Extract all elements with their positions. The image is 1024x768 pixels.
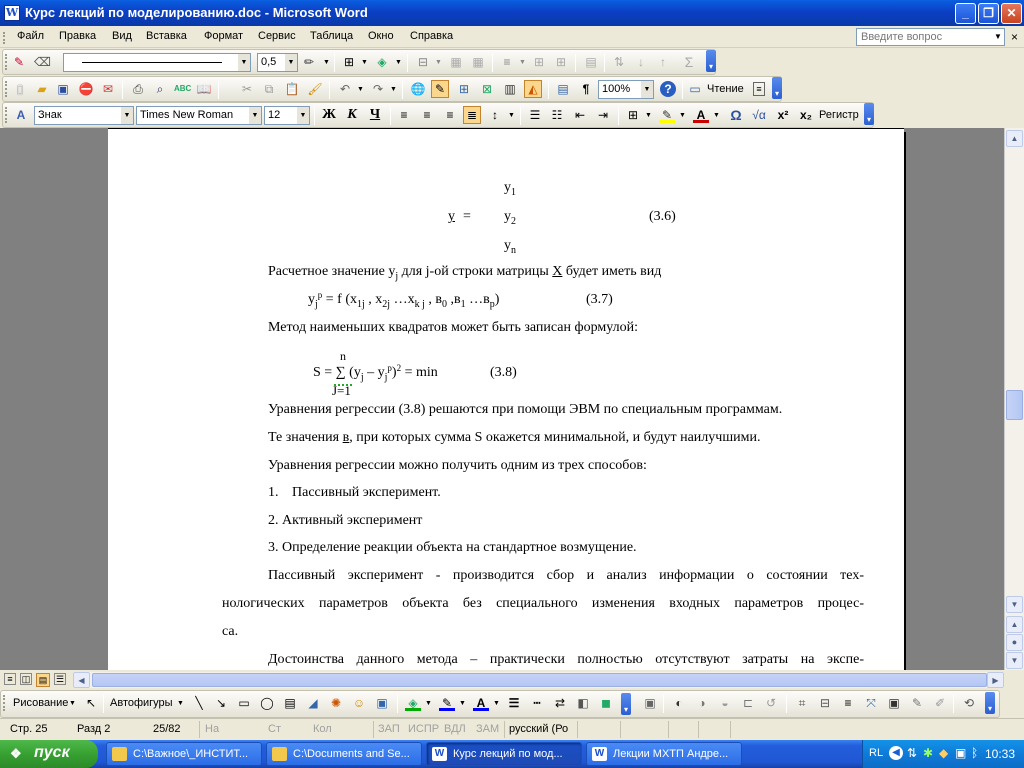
zoom-value: 100%	[602, 83, 631, 95]
align-right-icon[interactable]: ≡	[446, 108, 454, 122]
paragraph-passive-line1: Пассивный эксперимент - производится сбор и анализ информации о состоянии тех-	[268, 568, 864, 583]
tables-borders-icon[interactable]: ✎	[431, 80, 449, 98]
menu-window[interactable]: Окно	[368, 30, 394, 42]
help-icon[interactable]: ?	[660, 81, 676, 97]
outline-view-icon[interactable]: ☰	[55, 674, 65, 684]
menu-view[interactable]: Вид	[112, 30, 132, 42]
status-track-changes[interactable]: ИСПР	[408, 723, 440, 735]
network-icon[interactable]: ⇅	[907, 746, 918, 760]
font-color-icon[interactable]: A	[473, 695, 489, 711]
font-value: Times New Roman	[140, 109, 234, 121]
diagram-icon[interactable]: ✺	[330, 696, 342, 710]
normal-view-icon[interactable]: ≡	[4, 673, 16, 685]
new-document-icon[interactable]: ▯	[16, 82, 24, 96]
separator	[604, 54, 605, 72]
text-wrapping-icon[interactable]: ▣	[888, 696, 900, 710]
paragraph-three-methods: Уравнения регрессии можно получить одним из трех способов:	[268, 458, 647, 473]
status-line: Ст	[268, 723, 281, 735]
picture-lines-icon[interactable]: ⊟	[819, 696, 831, 710]
scroll-down-button[interactable]: ▼	[1006, 596, 1023, 613]
line-style-preview	[82, 62, 222, 63]
restore-button[interactable]: ❐	[978, 3, 999, 24]
insert-table-icon[interactable]: ⊟	[417, 55, 429, 69]
chevron-down-icon[interactable]: ▼	[994, 32, 1002, 41]
bluetooth-icon[interactable]: ᛒ	[971, 746, 979, 760]
paragraph-computed-value: Расчетное значение $y_j$ для j-ой строки матрицы X будет иметь вид	[268, 264, 662, 282]
border-color-icon[interactable]: ✏	[303, 55, 315, 69]
print-layout-icon[interactable]: ▤	[36, 673, 50, 687]
compress-picture-icon[interactable]: ⤧	[866, 696, 876, 710]
chevron-down-icon[interactable]: ▼	[508, 112, 515, 119]
separator	[407, 54, 408, 72]
open-icon[interactable]: ▰	[37, 82, 47, 96]
dash-style-icon[interactable]: ┅	[533, 696, 541, 710]
formula-3-8-lower: J=1	[332, 383, 351, 398]
status-divider	[199, 721, 200, 738]
menu-format[interactable]: Формат	[204, 30, 244, 42]
hscroll-thumb[interactable]	[92, 673, 987, 687]
chevron-down-icon[interactable]: ▼	[395, 59, 402, 66]
paste-icon[interactable]: 📋	[284, 82, 300, 96]
separator	[492, 54, 493, 72]
task-label: Лекции МХТП Андре...	[613, 748, 729, 760]
formula-3-6-yn: $y_n$	[504, 238, 516, 256]
chevron-down-icon[interactable]: ▼	[679, 112, 686, 119]
status-divider	[668, 721, 669, 738]
separator	[520, 107, 521, 125]
crop-tool-icon[interactable]: ⌗	[798, 696, 806, 710]
page-shadow	[904, 132, 906, 670]
text-box-icon[interactable]: ▤	[284, 696, 296, 710]
scroll-right-button[interactable]: ▶	[987, 672, 1004, 688]
scroll-left-button[interactable]: ◀	[73, 672, 90, 688]
separator	[786, 695, 787, 713]
drawing-toolbar	[0, 690, 1000, 718]
chevron-down-icon[interactable]: ▼	[121, 107, 133, 124]
insert-table-icon[interactable]: ⊞	[458, 82, 470, 96]
document-page[interactable]	[108, 131, 904, 670]
close-button[interactable]: ✕	[1001, 3, 1022, 24]
status-column: Кол	[313, 723, 332, 735]
zoom-select[interactable]	[598, 80, 654, 99]
menu-insert[interactable]: Вставка	[146, 30, 187, 42]
format-object-icon[interactable]: ✎	[911, 696, 923, 710]
outside-border-icon[interactable]: ⊞	[627, 108, 639, 122]
chevron-down-icon[interactable]: ▼	[641, 81, 653, 98]
chevron-down-icon[interactable]: ▼	[425, 700, 432, 707]
minimize-button[interactable]: _	[955, 3, 976, 24]
distribute-rows-icon: ⊞	[533, 55, 545, 69]
previous-page-button[interactable]: ▲	[1006, 616, 1023, 633]
list-item-response: 3. Определение реакции объекта на стандартное возмущение.	[268, 540, 637, 555]
separator	[314, 107, 315, 125]
chevron-down-icon[interactable]: ▼	[285, 54, 297, 71]
chevron-down-icon[interactable]: ▼	[357, 86, 364, 93]
language-indicator[interactable]: RL	[869, 747, 884, 759]
text-direction-icon: ⇅	[613, 55, 625, 69]
bullets-icon[interactable]: ☷	[551, 108, 563, 122]
fill-color-icon[interactable]: ◈	[405, 695, 421, 711]
separator	[397, 695, 398, 713]
formatting-toolbar	[2, 102, 874, 128]
display-icon[interactable]: ▣	[955, 746, 967, 760]
show-formatting-icon[interactable]: ¶	[582, 82, 590, 96]
status-divider	[698, 721, 699, 738]
research-icon[interactable]: 📖	[196, 82, 212, 96]
paragraph-passive-line3: са.	[222, 624, 239, 639]
doc-close-icon[interactable]: ×	[1011, 30, 1019, 44]
formula-3-6-number: (3.6)	[649, 209, 676, 224]
formula-3-6-y1: $y_1$	[504, 180, 516, 198]
taskbar-item-word-course[interactable]	[426, 742, 582, 766]
separator	[329, 81, 330, 99]
paragraph-passive-line2: нологических параметров объекта без специального изменения входных параметров процес-	[222, 596, 864, 611]
ask-question-placeholder: Введите вопрос	[861, 31, 943, 43]
copy-icon[interactable]: ⧉	[264, 82, 274, 96]
task-label: C:\Documents and Se...	[293, 748, 410, 760]
back-arrow-icon[interactable]: ◀	[889, 746, 903, 760]
separator	[682, 81, 683, 99]
list-item-passive-number: 1.	[268, 485, 279, 500]
separator	[575, 54, 576, 72]
status-language: русский (Ро	[509, 723, 569, 735]
toolbar-options-icon[interactable]: ▾	[772, 77, 782, 99]
borders-icon[interactable]: ⊞	[343, 55, 355, 69]
scroll-up-button[interactable]: ▲	[1006, 130, 1023, 147]
browse-object-button[interactable]: ●	[1006, 634, 1023, 651]
chevron-down-icon[interactable]: ▼	[69, 700, 76, 707]
document-map-icon[interactable]: ▤	[557, 82, 569, 96]
toolbar-grip[interactable]	[3, 695, 6, 711]
hyperlink-icon[interactable]: 🌐	[410, 82, 426, 96]
menu-help[interactable]: Справка	[410, 30, 454, 42]
separator	[953, 695, 954, 713]
reset-picture-icon[interactable]: ⟲	[963, 696, 975, 710]
chevron-down-icon[interactable]: ▼	[361, 59, 368, 66]
arrow-style-icon[interactable]: ⇄	[554, 696, 566, 710]
style-select[interactable]	[34, 106, 134, 125]
select-objects-icon[interactable]: ↖	[85, 696, 97, 710]
scroll-thumb[interactable]	[1006, 390, 1023, 420]
status-divider	[620, 721, 621, 738]
separator	[334, 54, 335, 72]
3d-style-icon[interactable]: ◼	[601, 696, 611, 710]
read-icon[interactable]: ▭	[689, 82, 701, 96]
status-pages: 25/82	[153, 723, 181, 735]
redo-icon[interactable]: ↷	[372, 82, 384, 96]
line-spacing-icon[interactable]: ↕	[492, 108, 498, 122]
task-label: Курс лекций по мод...	[453, 748, 563, 760]
separator	[390, 107, 391, 125]
sort-descending-icon: ↑	[660, 55, 666, 69]
font-select[interactable]	[136, 106, 262, 125]
line-weight-value: 0,5	[261, 56, 277, 68]
list-item-active: 2. Активный эксперимент	[268, 513, 423, 528]
symbol-icon[interactable]: Ω	[730, 107, 742, 123]
menu-grip	[3, 32, 6, 44]
paragraph-best-values: Те значения в, при которых сумма S окажется минимальной, и будут наилучшими.	[268, 430, 761, 445]
chevron-down-icon[interactable]: ▼	[177, 700, 184, 707]
task-label: C:\Важное\_ИНСТИТ...	[133, 748, 249, 760]
paragraph-regression-equations: Уравнения регрессии (3.8) решаются при помощи ЭВМ по специальным программам.	[268, 402, 783, 417]
separator	[663, 695, 664, 713]
arrow-icon[interactable]: ↘	[215, 696, 227, 710]
drawing-icon[interactable]: ◭	[524, 80, 542, 98]
permission-icon[interactable]: ⛔	[78, 82, 94, 96]
email-icon[interactable]: ✉	[102, 82, 114, 96]
clock[interactable]: 10:33	[985, 747, 1016, 761]
standard-toolbar	[2, 76, 782, 102]
align-icon: ≡	[503, 55, 511, 69]
formula-3-8-upper: n	[340, 349, 346, 363]
superscript-icon[interactable]: x²	[777, 108, 789, 122]
chevron-down-icon[interactable]: ▼	[645, 112, 652, 119]
folder-icon	[272, 747, 287, 761]
print-icon[interactable]: ⎙	[133, 82, 143, 96]
chevron-down-icon[interactable]: ▼	[713, 112, 720, 119]
status-record[interactable]: ЗАП	[378, 723, 400, 735]
draw-menu-button[interactable]: Рисование	[13, 697, 69, 709]
change-case-button[interactable]: Регистр	[819, 109, 859, 121]
word-doc-icon: W	[592, 747, 607, 761]
read-button[interactable]: Чтение	[707, 83, 744, 95]
chevron-down-icon[interactable]: ▼	[238, 54, 250, 71]
styles-pane-icon[interactable]: A	[16, 108, 26, 122]
formula-3-6-equals: =	[463, 209, 471, 224]
justify-icon[interactable]: ≣	[463, 106, 481, 124]
sort-ascending-icon: ↓	[638, 55, 644, 69]
subscript-icon[interactable]: x₂	[799, 108, 812, 122]
reading-layout-icon[interactable]: ≡	[753, 82, 765, 96]
autoshapes-button[interactable]: Автофигуры	[110, 697, 173, 709]
cut-icon[interactable]: ✂	[241, 82, 253, 96]
decrease-indent-icon[interactable]: ⇤	[574, 108, 586, 122]
separator	[402, 81, 403, 99]
start-button[interactable]	[0, 740, 98, 768]
ask-question-input[interactable]	[856, 28, 1005, 46]
formula-3-7-number: (3.7)	[586, 292, 613, 307]
toolbar-options-icon[interactable]: ▾	[621, 693, 631, 715]
formula-3-7: $y_j^p = f$ ($x_{1j}$ , $x_{2j}$ $\dots x_{k j}$ , $в_0$ $,в_1$ $\dots в_p$)	[308, 290, 500, 310]
spelling-icon[interactable]: ABC	[174, 84, 192, 93]
antivirus-icon[interactable]: ✱	[923, 746, 934, 760]
system-tray	[862, 740, 1024, 768]
chevron-down-icon[interactable]: ▼	[493, 700, 500, 707]
separator	[103, 695, 104, 713]
paragraph-least-squares: Метод наименьших квадратов может быть записан формулой:	[268, 320, 638, 335]
shadow-style-icon[interactable]: ◧	[577, 696, 589, 710]
image-control-icon[interactable]: ◐	[675, 696, 683, 710]
word-doc-icon: W	[432, 747, 447, 761]
paragraph-advantages-line1: Достоинства данного метода – практически полностью отсутствуют затраты на экспе-	[268, 652, 864, 667]
tray-app-icon[interactable]: ◆	[939, 746, 949, 760]
highlight-icon[interactable]: ✎	[659, 107, 675, 123]
status-overtype[interactable]: ЗАМ	[476, 723, 500, 735]
separator	[548, 81, 549, 99]
save-icon[interactable]: ▣	[57, 82, 69, 96]
tables-borders-toolbar	[2, 49, 716, 75]
start-label: пуск	[34, 744, 70, 761]
underline-button[interactable]: Ч	[369, 107, 381, 122]
line-color-icon[interactable]: ✎	[439, 695, 455, 711]
status-divider	[577, 721, 578, 738]
distribute-columns-icon: ⊞	[555, 55, 567, 69]
toolbar-options-icon[interactable]: ▾	[706, 50, 716, 72]
line-icon[interactable]: ╲	[195, 696, 203, 710]
font-size-value: 12	[268, 109, 281, 121]
menu-table[interactable]: Таблица	[310, 30, 354, 42]
next-page-button[interactable]: ▼	[1006, 652, 1023, 669]
font-color-icon[interactable]: A	[693, 107, 709, 123]
toolbar-grip[interactable]	[5, 54, 8, 70]
taskbar	[0, 740, 1024, 768]
wordart-icon[interactable]: ◢	[308, 696, 318, 710]
font-size-select[interactable]	[264, 106, 310, 125]
separator	[122, 81, 123, 99]
chevron-down-icon[interactable]: ▼	[459, 700, 466, 707]
separator	[218, 81, 219, 99]
window-title: Курс лекций по моделированию.doc - Microsoft Word	[25, 5, 368, 20]
brightness-icon[interactable]: ◒	[721, 696, 729, 710]
chevron-down-icon: ▼	[435, 59, 442, 66]
status-divider	[504, 721, 505, 738]
bold-button[interactable]: Ж	[322, 107, 336, 122]
chevron-down-icon: ▼	[519, 59, 526, 66]
windows-logo-icon: ❖	[10, 746, 22, 761]
style-value: Знак	[38, 109, 62, 121]
taskbar-item-word-lectures[interactable]	[586, 742, 742, 766]
menu-tools[interactable]: Сервис	[258, 30, 296, 42]
set-transparent-icon[interactable]: ✐	[934, 696, 946, 710]
chevron-down-icon[interactable]: ▼	[249, 107, 261, 124]
spellcheck-squiggle	[334, 384, 352, 386]
taskbar-item-folder-important[interactable]	[106, 742, 262, 766]
format-picture-icon[interactable]: ▣	[644, 696, 656, 710]
status-at: На	[205, 723, 220, 735]
align-left-icon[interactable]: ≡	[400, 108, 408, 122]
autosum-icon: Σ	[684, 54, 694, 70]
menu-file[interactable]: Файл	[17, 30, 45, 42]
merge-cells-icon: ▦	[450, 55, 462, 69]
title-bar[interactable]	[0, 0, 1024, 26]
separator	[618, 107, 619, 125]
vertical-scrollbar[interactable]	[1004, 128, 1024, 670]
menu-edit[interactable]: Правка	[59, 30, 97, 42]
autoformat-icon: ▤	[585, 55, 597, 69]
taskbar-item-folder-documents[interactable]	[266, 742, 422, 766]
folder-icon	[112, 747, 127, 761]
insert-excel-icon[interactable]: ⊠	[481, 82, 493, 96]
eraser-icon[interactable]: ⌫	[34, 55, 51, 69]
formula-3-6-lhs: y	[448, 209, 455, 224]
rectangle-icon[interactable]: ▭	[238, 696, 250, 710]
oval-icon[interactable]: ◯	[260, 696, 274, 710]
format-painter-icon[interactable]: 🖌	[307, 82, 323, 96]
formula-3-6-y2: $y_2$	[504, 209, 516, 227]
split-cells-icon: ▦	[472, 55, 484, 69]
toolbar-grip[interactable]	[5, 81, 8, 97]
toolbar-grip[interactable]	[5, 107, 8, 123]
print-preview-icon[interactable]: ⌕	[156, 82, 164, 96]
formula-3-8: S = ∑ $(y_j - y_j^p)^2 = \min$	[313, 363, 438, 383]
word-app-icon[interactable]: W	[5, 6, 19, 19]
line-style-icon[interactable]: ☰	[508, 696, 520, 710]
status-bar	[0, 718, 1024, 740]
line-weight-select[interactable]	[257, 53, 298, 72]
toolbar-options-icon[interactable]: ▾	[864, 103, 874, 125]
contrast-icon[interactable]: ◑	[698, 696, 706, 710]
clip-art-icon[interactable]: ☺	[352, 696, 366, 710]
align-center-icon[interactable]: ≡	[423, 108, 431, 122]
equation-icon[interactable]: √α	[752, 108, 766, 122]
increase-indent-icon[interactable]: ⇥	[597, 108, 609, 122]
formula-3-8-number: (3.8)	[490, 365, 517, 380]
italic-button[interactable]: К	[347, 107, 357, 122]
columns-icon[interactable]: ▥	[504, 82, 516, 96]
web-view-icon[interactable]: ◫	[21, 674, 31, 684]
crop-icon[interactable]: ⊏	[742, 696, 754, 710]
status-divider	[730, 721, 731, 738]
chevron-down-icon[interactable]: ▼	[323, 59, 330, 66]
picture-icon[interactable]: ▣	[376, 696, 388, 710]
status-section: Разд 2	[77, 723, 111, 735]
numbering-icon[interactable]: ☰	[529, 108, 541, 122]
undo-icon[interactable]: ↶	[339, 82, 351, 96]
shading-color-icon[interactable]: ◈	[377, 55, 387, 69]
list-item-passive: Пассивный эксперимент.	[292, 485, 441, 500]
draw-table-icon[interactable]: ✎	[13, 55, 25, 69]
toolbar-options-icon[interactable]: ▾	[985, 692, 995, 714]
status-divider	[373, 721, 374, 738]
rotate-icon[interactable]: ↺	[765, 696, 777, 710]
horizontal-scrollbar[interactable]	[73, 672, 1004, 688]
chevron-down-icon[interactable]: ▼	[297, 107, 309, 124]
line-weight-icon[interactable]: ≡	[844, 696, 852, 710]
status-extend[interactable]: ВДЛ	[444, 723, 466, 735]
chevron-down-icon[interactable]: ▼	[390, 86, 397, 93]
status-page: Стр. 25	[10, 723, 48, 735]
line-style-select[interactable]	[63, 53, 251, 72]
